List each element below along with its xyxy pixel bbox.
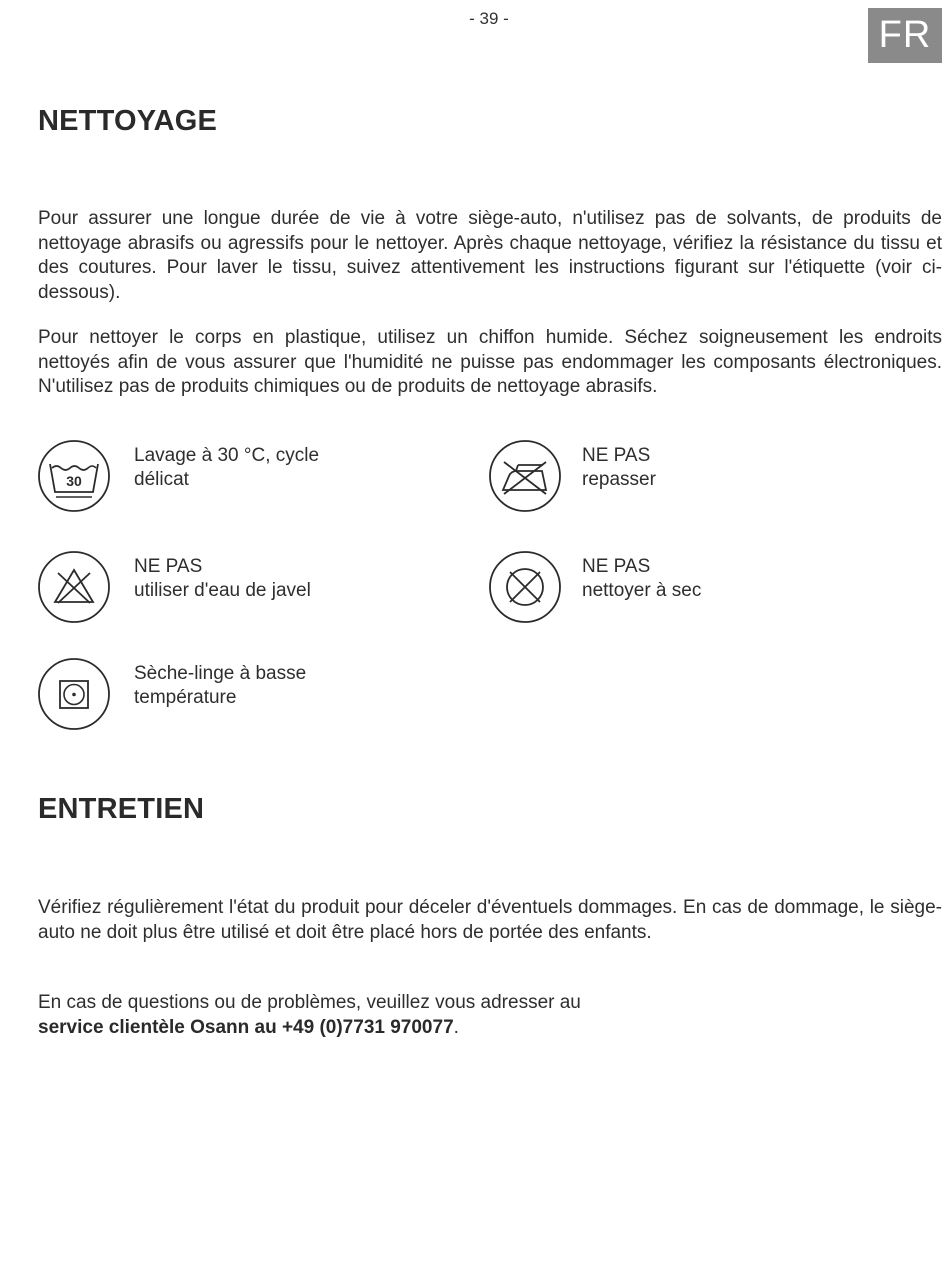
care-line-2: température [134,686,237,708]
cleaning-paragraph-2: Pour nettoyer le corps en plastique, utilisez un chiffon humide. Séchez soigneusement les endroits nettoyés afin de vous assurer que l'humidité ne puisse pas endommager les composants électroniques. N'utilisez pas de produits chimiques ou de produits de nettoyage abrasifs. [38,327,942,397]
contact-info [38,991,942,1040]
care-line-1: NE PAS [582,445,651,466]
care-text-ironing [582,444,656,491]
wash-temperature: 30 [66,473,82,489]
care-line-1: Sèche-linge à basse [134,663,307,684]
customer-service-phone: service clientèle Osann au +49 (0)7731 970077 [38,1016,454,1038]
care-line-1: NE PAS [582,556,651,577]
contact-line-1: En cas de questions ou de problèmes, veuillez vous adresser au [38,992,581,1013]
contact-line-2 [38,1016,942,1041]
no-ironing-icon [489,440,561,512]
care-text-wash [134,444,319,491]
care-line-2: repasser [582,468,656,490]
section-title-cleaning: NETTOYAGE [38,105,218,137]
no-dry-clean-icon [489,551,561,623]
care-line-2: délicat [134,468,189,490]
contact-line-end: . [453,1016,459,1038]
wash-30-gentle-icon [38,440,110,512]
care-text-tumble-dry [134,662,306,709]
care-line-1: NE PAS [134,556,203,577]
tumble-dry-low-icon [38,658,110,730]
care-line-2: nettoyer à sec [582,579,702,601]
section-title-maintenance: ENTRETIEN [38,793,205,825]
no-bleach-icon [38,551,110,623]
care-line-2: utiliser d'eau de javel [134,579,311,601]
cleaning-paragraph-1: Pour assurer une longue durée de vie à votre siège-auto, n'utilisez pas de solvants, de produits de nettoyage abrasifs ou agressifs pour le nettoyer. Après chaque nettoyage, vérifiez la résistance du tissu et des coutures. Pour laver le tissu, suivez attentivement les instructions figurant sur l'étiquette (voir ci-dessous). [38,208,942,303]
care-text-dry-clean [582,555,701,602]
care-text-bleach [134,555,311,602]
care-line-1: Lavage à 30 °C, cycle [134,445,320,466]
maintenance-paragraph: Vérifiez régulièrement l'état du produit pour déceler d'éventuels dommages. En cas de dommage, le siège-auto ne doit plus être utilisé et doit être placé hors de portée des enfants. [38,897,942,943]
page-number: - 39 - [469,9,509,28]
language-badge: FR [868,8,942,63]
